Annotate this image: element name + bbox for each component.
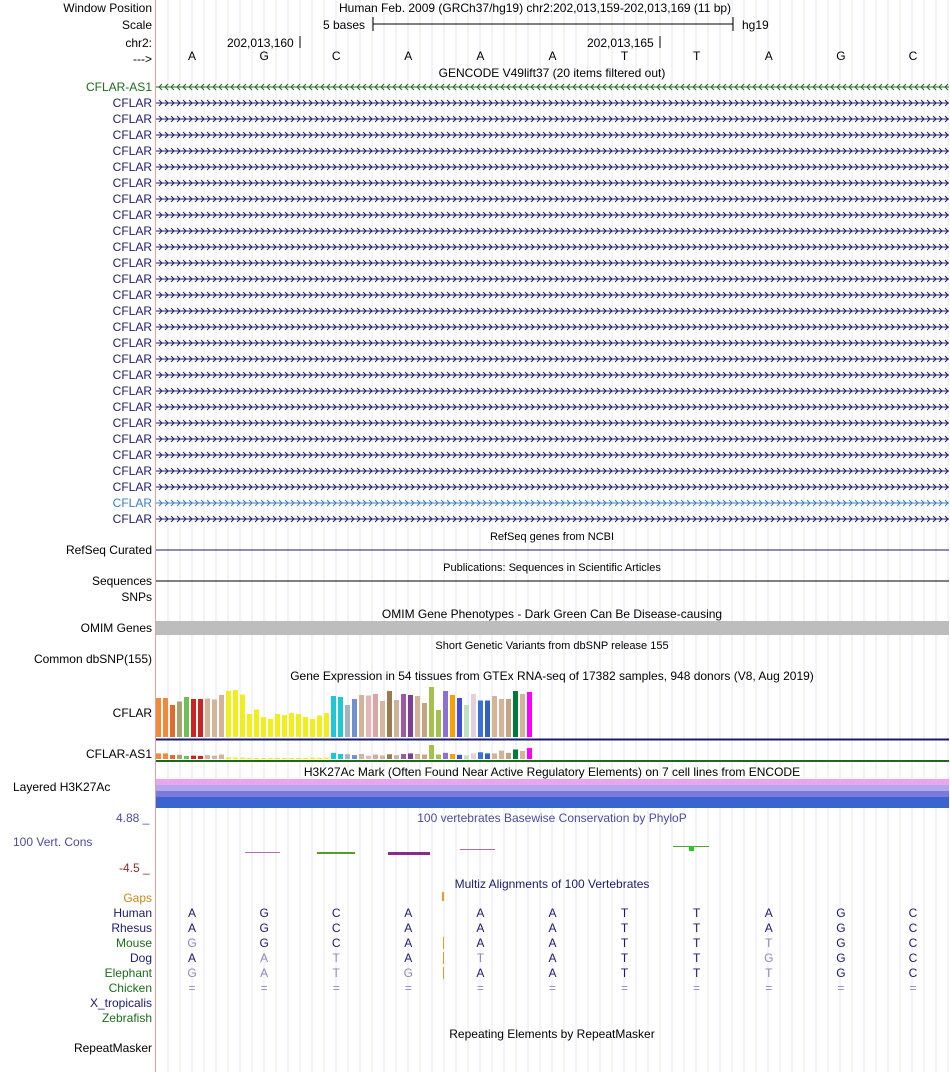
gtex-as1-bar[interactable] bbox=[492, 753, 497, 759]
gtex-cflar-bar[interactable] bbox=[296, 714, 301, 737]
gtex-cflar-bar[interactable] bbox=[233, 690, 238, 737]
gtex-cflar-bar[interactable] bbox=[464, 705, 469, 737]
gtex-as1-bar[interactable] bbox=[268, 758, 273, 759]
refseq-track-title[interactable]: RefSeq genes from NCBI bbox=[489, 531, 615, 543]
gencode-transcript[interactable] bbox=[156, 84, 949, 90]
gtex-as1-bar[interactable] bbox=[156, 753, 161, 759]
gencode-transcript[interactable] bbox=[156, 324, 949, 330]
gtex-as1-bar[interactable] bbox=[478, 752, 483, 759]
gencode-transcript[interactable] bbox=[156, 420, 949, 426]
gencode-item-label[interactable]: CFLAR bbox=[112, 480, 152, 494]
insertion-mark bbox=[443, 952, 444, 964]
gtex-as1-bar[interactable] bbox=[394, 755, 399, 759]
gtex-as1-bar[interactable] bbox=[429, 745, 434, 759]
gencode-item-label[interactable]: CFLAR bbox=[112, 352, 152, 366]
gtex-cflar-bar[interactable] bbox=[359, 695, 364, 737]
refseq-label[interactable]: RefSeq Curated bbox=[65, 543, 152, 557]
gtex-as1-label[interactable]: CFLAR-AS1 bbox=[85, 747, 152, 761]
db-label: hg19 bbox=[742, 18, 769, 32]
gencode-transcript[interactable] bbox=[156, 452, 949, 458]
gtex-as1-bar[interactable] bbox=[226, 757, 231, 759]
alignment-base: C bbox=[908, 906, 918, 920]
gencode-transcript[interactable] bbox=[156, 116, 949, 122]
alignment-base: A bbox=[764, 921, 773, 935]
gencode-item-label[interactable]: CFLAR bbox=[112, 400, 152, 414]
alignment-base: A bbox=[404, 951, 413, 965]
gencode-transcript[interactable] bbox=[156, 132, 949, 138]
cons-mark[interactable] bbox=[460, 849, 495, 850]
insertion-mark bbox=[443, 937, 444, 949]
alignment-base: T bbox=[765, 966, 773, 980]
gencode-transcript[interactable] bbox=[156, 516, 949, 522]
multiz-track-title[interactable]: Multiz Alignments of 100 Vertebrates bbox=[454, 877, 650, 891]
alignment-base: G bbox=[259, 936, 269, 950]
ruler-base: T bbox=[693, 49, 701, 63]
alignment-base: A bbox=[476, 966, 485, 980]
gtex-cflar-bar[interactable] bbox=[443, 691, 448, 737]
gtex-cflar-bar[interactable] bbox=[317, 716, 322, 738]
alignment-base: G bbox=[836, 936, 846, 950]
species-label[interactable]: Elephant bbox=[104, 966, 152, 980]
gencode-transcript[interactable] bbox=[156, 260, 949, 266]
gtex-cflar-bar[interactable] bbox=[492, 696, 497, 737]
gencode-transcript[interactable] bbox=[156, 500, 949, 506]
alignment-base: A bbox=[260, 951, 269, 965]
gtex-cflar-bar[interactable] bbox=[513, 691, 518, 737]
gencode-item-label[interactable]: CFLAR bbox=[112, 368, 152, 382]
gtex-as1-bar[interactable] bbox=[331, 753, 336, 759]
alignment-base: A bbox=[188, 951, 197, 965]
alignment-base: T bbox=[620, 921, 629, 935]
cons-mark[interactable] bbox=[689, 846, 694, 851]
gencode-item-label[interactable]: CFLAR bbox=[112, 272, 152, 286]
gtex-as1-bar[interactable] bbox=[338, 754, 343, 759]
alignment-base: G bbox=[187, 936, 197, 950]
alignment-base: T bbox=[620, 936, 629, 950]
gtex-as1-bar[interactable] bbox=[163, 753, 168, 759]
ruler-base: A bbox=[764, 49, 773, 63]
gencode-transcript[interactable] bbox=[156, 228, 949, 234]
scale-text: 5 bases bbox=[323, 18, 366, 32]
gencode-transcript[interactable] bbox=[156, 100, 949, 106]
gtex-cflar-bar[interactable] bbox=[240, 695, 245, 738]
gencode-item-label[interactable]: CFLAR bbox=[112, 448, 152, 462]
gtex-as1-bar[interactable] bbox=[373, 755, 378, 759]
alignment-base: T bbox=[693, 936, 701, 950]
alignment-base: A bbox=[188, 921, 197, 935]
gtex-cflar-bar[interactable] bbox=[471, 694, 476, 737]
chr-label: chr2: bbox=[125, 36, 152, 50]
gencode-item-label[interactable]: CFLAR bbox=[112, 496, 152, 510]
gtex-cflar-bar[interactable] bbox=[212, 700, 217, 738]
snps-label[interactable]: SNPs bbox=[121, 590, 152, 604]
gtex-cflar-bar[interactable] bbox=[429, 687, 434, 737]
gaps-label: Gaps bbox=[123, 891, 152, 905]
ruler-base: A bbox=[404, 49, 413, 63]
cons-mark[interactable] bbox=[245, 852, 280, 853]
alignment-base: G bbox=[836, 906, 846, 920]
gtex-as1-bar[interactable] bbox=[471, 753, 476, 759]
alignment-base: G bbox=[259, 921, 269, 935]
gencode-transcript[interactable] bbox=[156, 468, 949, 474]
alignment-base: T bbox=[693, 921, 701, 935]
gtex-as1-bar[interactable] bbox=[366, 756, 371, 759]
gtex-as1-bar[interactable] bbox=[324, 758, 329, 759]
gencode-item-label[interactable]: CFLAR bbox=[112, 288, 152, 302]
gencode-transcript[interactable] bbox=[156, 148, 949, 154]
gtex-as1-bar[interactable] bbox=[240, 758, 245, 759]
gencode-item-label[interactable]: CFLAR bbox=[112, 144, 152, 158]
gencode-item-label[interactable]: CFLAR bbox=[112, 512, 152, 526]
alignment-base: C bbox=[331, 921, 341, 935]
gtex-as1-bar[interactable] bbox=[219, 755, 224, 759]
gtex-cflar-bar[interactable] bbox=[450, 695, 455, 737]
alignment-base: T bbox=[693, 966, 701, 980]
gencode-item-label[interactable]: CFLAR bbox=[112, 160, 152, 174]
gtex-cflar-bar[interactable] bbox=[219, 695, 224, 737]
gtex-cflar-bar[interactable] bbox=[394, 700, 399, 737]
gencode-item-label[interactable]: CFLAR bbox=[112, 96, 152, 110]
gtex-as1-bar[interactable] bbox=[282, 758, 287, 759]
gtex-cflar-bar[interactable] bbox=[338, 697, 343, 737]
h3k27ac-track-title[interactable]: H3K27Ac Mark (Often Found Near Active Regulatory Elements) on 7 cell lines from ENCODE bbox=[303, 765, 801, 779]
gencode-item-label[interactable]: CFLAR bbox=[112, 416, 152, 430]
h3k27ac-layer[interactable] bbox=[156, 779, 949, 785]
repeatmasker-label[interactable]: RepeatMasker bbox=[73, 1041, 152, 1055]
species-label[interactable]: Rhesus bbox=[111, 921, 152, 935]
gtex-as1-bar[interactable] bbox=[170, 755, 175, 759]
gtex-cflar-bar[interactable] bbox=[401, 694, 406, 737]
alignment-base: T bbox=[620, 906, 629, 920]
dbsnp-label[interactable]: Common dbSNP(155) bbox=[33, 652, 152, 666]
h3k27ac-layer[interactable] bbox=[156, 791, 949, 797]
gtex-as1-bar[interactable] bbox=[520, 751, 525, 759]
dbsnp-track-title[interactable]: Short Genetic Variants from dbSNP release 155 bbox=[435, 640, 669, 652]
gtex-cflar-bar[interactable] bbox=[177, 702, 182, 738]
gencode-transcript[interactable] bbox=[156, 340, 949, 346]
gtex-cflar-bar[interactable] bbox=[415, 696, 420, 737]
gtex-as1-bar[interactable] bbox=[408, 753, 413, 759]
gtex-cflar-bar[interactable] bbox=[163, 698, 168, 737]
ruler-base: A bbox=[548, 49, 557, 63]
gtex-cflar-bar[interactable] bbox=[324, 713, 329, 737]
gtex-cflar-bar[interactable] bbox=[275, 714, 280, 737]
gtex-as1-bar[interactable] bbox=[387, 754, 392, 759]
gtex-cflar-bar[interactable] bbox=[366, 696, 371, 738]
gtex-cflar-bar[interactable] bbox=[261, 717, 266, 737]
gtex-cflar-bar[interactable] bbox=[170, 705, 175, 737]
gtex-cflar-bar[interactable] bbox=[506, 699, 511, 737]
h3k27ac-layer[interactable] bbox=[156, 797, 949, 808]
ruler-base: C bbox=[908, 49, 918, 63]
gtex-cflar-bar[interactable] bbox=[226, 691, 231, 737]
alignment-base: G bbox=[836, 966, 846, 980]
gencode-transcript[interactable] bbox=[156, 212, 949, 218]
alignment-base: C bbox=[908, 921, 918, 935]
gtex-cflar-bar[interactable] bbox=[408, 695, 413, 737]
species-label[interactable]: Dog bbox=[129, 951, 152, 965]
gtex-cflar-bar[interactable] bbox=[499, 699, 504, 737]
gencode-item-label[interactable]: CFLAR bbox=[112, 176, 152, 190]
gtex-track-title[interactable]: Gene Expression in 54 tissues from GTEx RNA-seq of 17382 samples, 948 donors (V8, Aug 2019) bbox=[290, 669, 814, 683]
alignment-base: = bbox=[909, 981, 917, 995]
pubs-track-title[interactable]: Publications: Sequences in Scientific Articles bbox=[443, 562, 661, 574]
gencode-transcript[interactable] bbox=[156, 356, 949, 362]
gencode-transcript[interactable] bbox=[156, 436, 949, 442]
gtex-as1-bar[interactable] bbox=[506, 753, 511, 759]
gencode-transcript[interactable] bbox=[156, 404, 949, 410]
alignment-base: T bbox=[693, 906, 701, 920]
gtex-as1-bar[interactable] bbox=[436, 755, 441, 759]
alignment-base: A bbox=[548, 906, 557, 920]
alignment-base: A bbox=[188, 906, 197, 920]
alignment-base: C bbox=[908, 951, 918, 965]
gtex-as1-bar[interactable] bbox=[527, 748, 532, 759]
gtex-as1-bar[interactable] bbox=[359, 754, 364, 759]
species-label[interactable]: Zebrafish bbox=[101, 1011, 152, 1025]
gencode-transcript[interactable] bbox=[156, 308, 949, 314]
gtex-as1-bar[interactable] bbox=[513, 749, 518, 759]
gtex-as1-bar[interactable] bbox=[464, 755, 469, 759]
gencode-transcript[interactable] bbox=[156, 180, 949, 186]
gtex-cflar-bar[interactable] bbox=[247, 714, 252, 737]
species-label[interactable]: Chicken bbox=[108, 981, 152, 995]
gtex-cflar-bar[interactable] bbox=[373, 694, 378, 737]
gencode-transcript[interactable] bbox=[156, 196, 949, 202]
gtex-as1-bar[interactable] bbox=[247, 758, 252, 759]
gtex-cflar-bar[interactable] bbox=[527, 692, 532, 737]
gtex-as1-bar[interactable] bbox=[443, 753, 448, 759]
alignment-base: = bbox=[332, 981, 340, 995]
gtex-as1-bar[interactable] bbox=[254, 758, 259, 759]
cons-track-title[interactable]: 100 vertebrates Basewise Conservation by PhyloP bbox=[417, 811, 687, 825]
gap-mark bbox=[442, 892, 444, 901]
gtex-as1-bar[interactable] bbox=[310, 758, 315, 759]
alignment-base: T bbox=[332, 966, 340, 980]
alignment-base: A bbox=[476, 906, 485, 920]
h3k27ac-layer[interactable] bbox=[156, 785, 949, 791]
alignment-base: T bbox=[620, 951, 629, 965]
gencode-item-label[interactable]: CFLAR-AS1 bbox=[85, 80, 152, 94]
alignment-base: A bbox=[476, 936, 485, 950]
alignment-base: A bbox=[476, 921, 485, 935]
alignment-base: G bbox=[764, 951, 774, 965]
insertion-mark bbox=[443, 967, 444, 979]
alignment-base: = bbox=[188, 981, 196, 995]
gtex-as1-bar[interactable] bbox=[198, 756, 203, 759]
gtex-cflar-bar[interactable] bbox=[422, 703, 427, 737]
gtex-as1-bar[interactable] bbox=[415, 754, 420, 759]
gencode-item-label[interactable]: CFLAR bbox=[112, 464, 152, 478]
gtex-cflar-bar[interactable] bbox=[457, 698, 462, 737]
ruler-base: A bbox=[188, 49, 197, 63]
cons-max-label: 4.88 _ bbox=[116, 811, 150, 825]
gencode-item-label[interactable]: CFLAR bbox=[112, 320, 152, 334]
gtex-as1-bar[interactable] bbox=[303, 758, 308, 759]
gencode-transcript[interactable] bbox=[156, 244, 949, 250]
gtex-as1-bar[interactable] bbox=[422, 755, 427, 759]
gencode-transcript[interactable] bbox=[156, 388, 949, 394]
alignment-base: C bbox=[331, 906, 341, 920]
gtex-cflar-bar[interactable] bbox=[289, 713, 294, 737]
alignment-base: C bbox=[331, 936, 341, 950]
gtex-cflar-bar[interactable] bbox=[485, 701, 490, 738]
gtex-cflar-bar[interactable] bbox=[520, 694, 525, 737]
gtex-as1-bar[interactable] bbox=[485, 753, 490, 759]
gencode-item-label[interactable]: CFLAR bbox=[112, 128, 152, 142]
gencode-item-label[interactable]: CFLAR bbox=[112, 256, 152, 270]
alignment-base: = bbox=[621, 981, 629, 995]
gtex-as1-bar[interactable] bbox=[450, 754, 455, 759]
gtex-as1-bar[interactable] bbox=[401, 754, 406, 759]
gencode-transcript[interactable] bbox=[156, 292, 949, 298]
pubs-label[interactable]: Sequences bbox=[91, 574, 152, 588]
gencode-item-label[interactable]: CFLAR bbox=[112, 304, 152, 318]
alignment-base: A bbox=[548, 936, 557, 950]
species-label[interactable]: Mouse bbox=[115, 936, 152, 950]
gencode-item-label[interactable]: CFLAR bbox=[112, 224, 152, 238]
alignment-base: = bbox=[765, 981, 773, 995]
gtex-cflar-bar[interactable] bbox=[191, 699, 196, 737]
gencode-transcript[interactable] bbox=[156, 372, 949, 378]
gtex-cflar-bar[interactable] bbox=[331, 696, 336, 737]
gtex-as1-bar[interactable] bbox=[205, 755, 210, 759]
gtex-cflar-bar[interactable] bbox=[380, 701, 385, 737]
gtex-as1-bar[interactable] bbox=[184, 756, 189, 759]
alignment-base: T bbox=[620, 966, 629, 980]
gencode-item-label[interactable]: CFLAR bbox=[112, 384, 152, 398]
gencode-item-label[interactable]: CFLAR bbox=[112, 192, 152, 206]
gtex-cflar-bar[interactable] bbox=[268, 719, 273, 737]
alignment-base: A bbox=[404, 906, 413, 920]
ruler-base: A bbox=[476, 49, 485, 63]
gtex-cflar-bar[interactable] bbox=[436, 710, 441, 737]
alignment-base: G bbox=[259, 906, 269, 920]
h3k27ac-label[interactable]: Layered H3K27Ac bbox=[13, 780, 111, 794]
alignment-base: A bbox=[260, 966, 269, 980]
alignment-base: G bbox=[187, 966, 197, 980]
alignment-base: A bbox=[548, 951, 557, 965]
gencode-transcript[interactable] bbox=[156, 164, 949, 170]
gtex-cflar-bar[interactable] bbox=[156, 698, 161, 737]
gtex-as1-bar[interactable] bbox=[499, 751, 504, 759]
gtex-cflar-bar[interactable] bbox=[198, 699, 203, 737]
alignment-base: A bbox=[404, 936, 413, 950]
gencode-transcript[interactable] bbox=[156, 484, 949, 490]
gencode-item-label[interactable]: CFLAR bbox=[112, 112, 152, 126]
alignment-base: G bbox=[403, 966, 413, 980]
window-position-label: Window Position bbox=[63, 1, 152, 15]
alignment-base: = bbox=[837, 981, 845, 995]
gtex-as1-bar[interactable] bbox=[380, 755, 385, 759]
omim-label[interactable]: OMIM Genes bbox=[80, 621, 152, 635]
gtex-cflar-bar[interactable] bbox=[310, 719, 315, 737]
cons-mark[interactable] bbox=[388, 852, 430, 855]
alignment-base: C bbox=[908, 936, 918, 950]
alignment-base: A bbox=[548, 966, 557, 980]
gtex-cflar-bar[interactable] bbox=[184, 697, 189, 737]
gencode-item-label[interactable]: CFLAR bbox=[112, 432, 152, 446]
gtex-as1-bar[interactable] bbox=[233, 758, 238, 759]
repeatmasker-track-title[interactable]: Repeating Elements by RepeatMasker bbox=[449, 1027, 655, 1041]
ruler-base: G bbox=[836, 49, 846, 63]
gtex-as1-bar[interactable] bbox=[275, 758, 280, 759]
alignment-base: G bbox=[836, 921, 846, 935]
gencode-item-label[interactable]: CFLAR bbox=[112, 240, 152, 254]
gtex-as1-bar[interactable] bbox=[191, 756, 196, 759]
species-label[interactable]: X_tropicalis bbox=[89, 996, 152, 1010]
assembly-position-text[interactable]: Human Feb. 2009 (GRCh37/hg19) chr2:202,013,159-202,013,169 (11 bp) bbox=[339, 1, 732, 15]
cons-label[interactable]: 100 Vert. Cons bbox=[13, 835, 93, 849]
gencode-item-label[interactable]: CFLAR bbox=[112, 208, 152, 222]
coord-right: 202,013,165 bbox=[587, 36, 654, 50]
alignment-base: A bbox=[404, 921, 413, 935]
alignment-base: C bbox=[908, 966, 918, 980]
species-label[interactable]: Human bbox=[113, 906, 152, 920]
gtex-cflar-label[interactable]: CFLAR bbox=[112, 706, 152, 720]
ruler-base: G bbox=[259, 49, 269, 63]
gtex-as1-bar[interactable] bbox=[261, 758, 266, 759]
gtex-as1-bar[interactable] bbox=[352, 755, 357, 759]
alignment-base: A bbox=[764, 906, 773, 920]
ruler-base: C bbox=[331, 49, 341, 63]
cons-mark[interactable] bbox=[317, 852, 355, 854]
alignment-base: = bbox=[693, 981, 701, 995]
alignment-base: = bbox=[260, 981, 268, 995]
gtex-cflar-bar[interactable] bbox=[303, 717, 308, 737]
gtex-as1-bar[interactable] bbox=[317, 758, 322, 759]
alignment-base: T bbox=[693, 951, 701, 965]
gtex-as1-bar[interactable] bbox=[457, 755, 462, 759]
gtex-cflar-bar[interactable] bbox=[352, 699, 357, 737]
gtex-cflar-bar[interactable] bbox=[345, 705, 350, 737]
gtex-as1-bar[interactable] bbox=[289, 758, 294, 759]
alignment-base: T bbox=[476, 951, 485, 965]
strand-label[interactable]: ---> bbox=[133, 52, 152, 66]
coord-left: 202,013,160 bbox=[227, 36, 294, 50]
gencode-transcript[interactable] bbox=[156, 276, 949, 282]
alignment-base: = bbox=[548, 981, 557, 995]
gtex-cflar-bar[interactable] bbox=[282, 715, 287, 737]
ruler-base: T bbox=[620, 49, 629, 63]
gtex-cflar-bar[interactable] bbox=[254, 710, 259, 738]
alignment-base: A bbox=[548, 921, 557, 935]
gtex-as1-bar[interactable] bbox=[177, 755, 182, 759]
gencode-item-label[interactable]: CFLAR bbox=[112, 336, 152, 350]
scale-label: Scale bbox=[121, 18, 152, 32]
gtex-as1-bar[interactable] bbox=[212, 756, 217, 759]
alignment-base: T bbox=[332, 951, 340, 965]
gtex-cflar-bar[interactable] bbox=[205, 699, 210, 738]
gtex-as1-bar[interactable] bbox=[296, 758, 301, 759]
gtex-as1-bar[interactable] bbox=[345, 754, 350, 759]
omim-bar[interactable] bbox=[156, 621, 949, 635]
gtex-cflar-bar[interactable] bbox=[478, 701, 483, 738]
cons-min-label: -4.5 _ bbox=[119, 861, 150, 875]
gtex-cflar-bar[interactable] bbox=[387, 691, 392, 737]
alignment-base: = bbox=[476, 981, 484, 995]
gencode-track-title[interactable]: GENCODE V49lift37 (20 items filtered out) bbox=[438, 66, 666, 80]
alignment-base: = bbox=[404, 981, 412, 995]
alignment-base: T bbox=[765, 936, 773, 950]
alignment-base: G bbox=[836, 951, 846, 965]
omim-track-title[interactable]: OMIM Gene Phenotypes - Dark Green Can Be Disease-causing bbox=[381, 607, 723, 621]
